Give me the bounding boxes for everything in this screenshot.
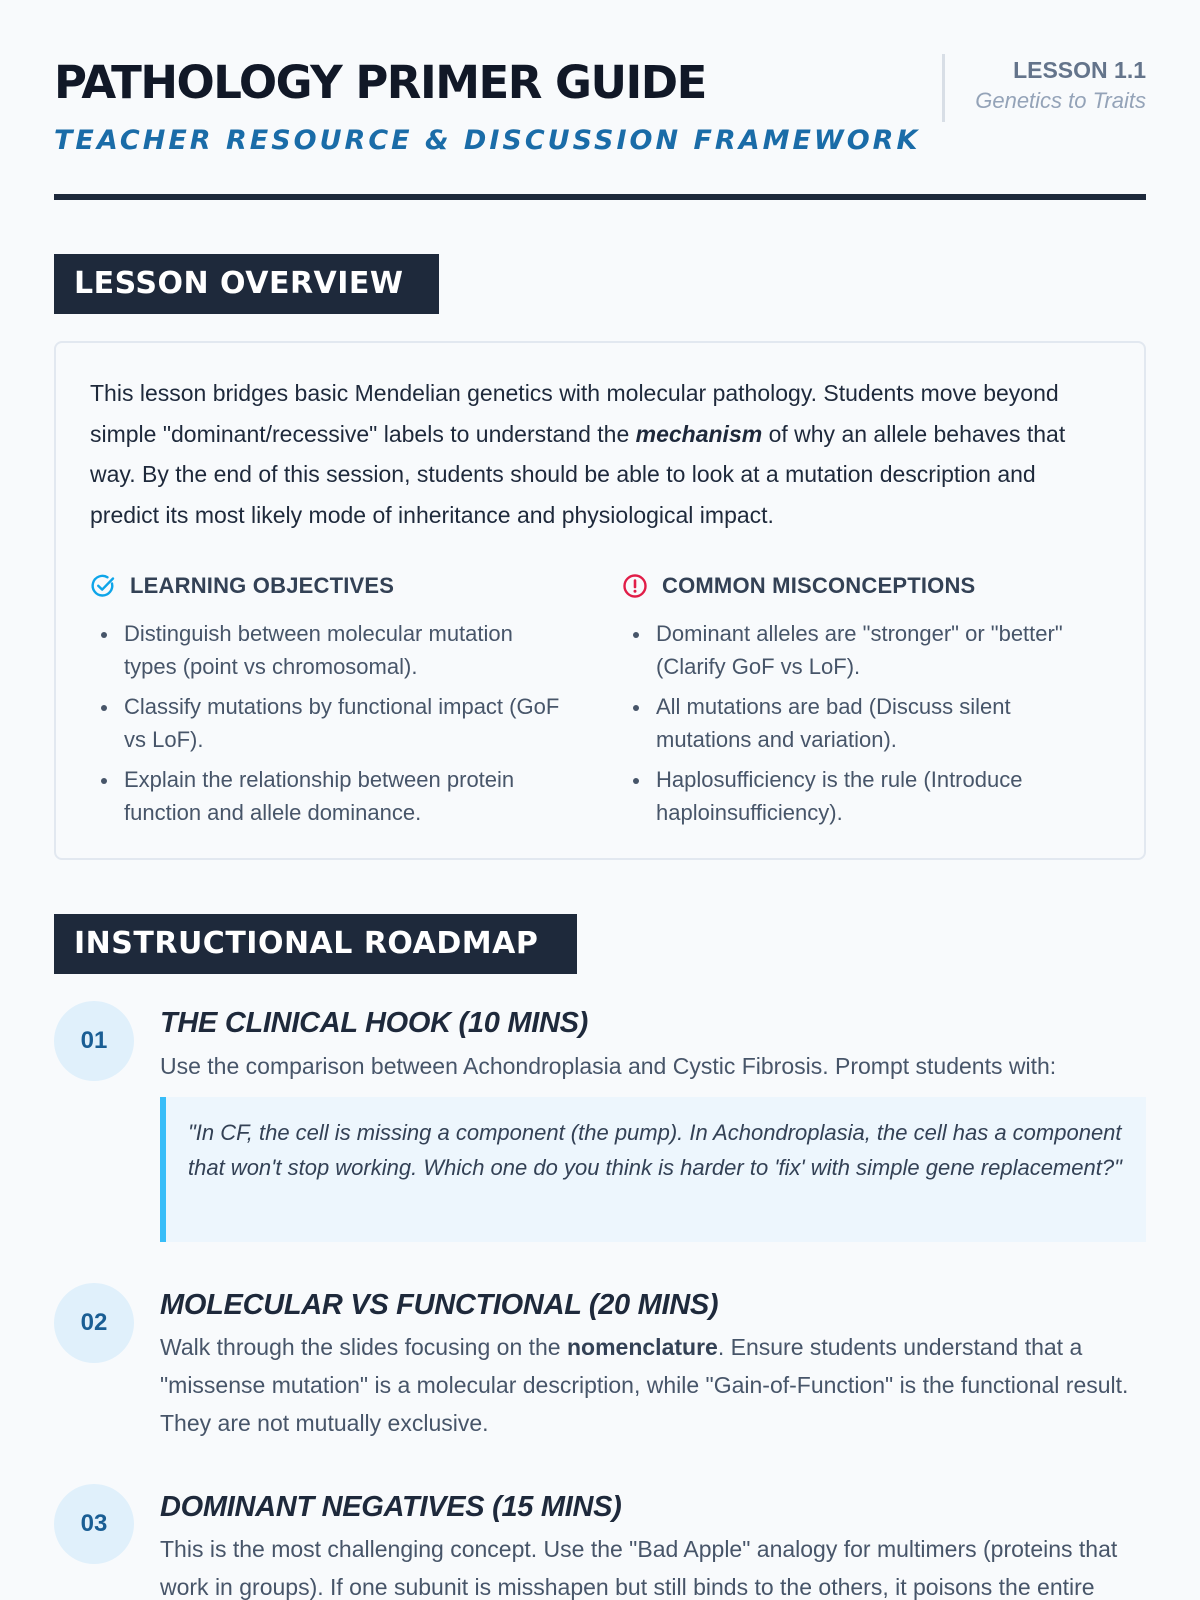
objectives-heading: LEARNING OBJECTIVES bbox=[130, 573, 395, 598]
common-misconceptions bbox=[622, 569, 1102, 836]
step-description: Use the comparison between Achondroplasia and Cystic Fibrosis. Prompt students with: bbox=[160, 1053, 1057, 1079]
step-number-badge: 01 bbox=[54, 1001, 134, 1081]
check-circle-icon bbox=[90, 573, 116, 599]
alert-circle-icon bbox=[622, 573, 648, 599]
overview-text-end: of why an allele behaves that way. By the end of this session, students should be able to look at a mutation description and predict its most likely mode of inheritance and physiological impact. bbox=[90, 420, 1066, 528]
misconceptions-heading: COMMON MISCONCEPTIONS bbox=[662, 573, 976, 598]
overview-emphasis: mechanism bbox=[635, 420, 763, 447]
overview-card bbox=[54, 341, 1146, 860]
section-heading-roadmap: INSTRUCTIONAL ROADMAP bbox=[54, 914, 577, 974]
list-item: Dominant alleles are "stronger" or "better" (Clarify GoF vs LoF). bbox=[622, 617, 1102, 683]
misconceptions-header bbox=[622, 569, 1102, 603]
list-item: Haplosufficiency is the rule (Introduce haploinsufficiency). bbox=[622, 763, 1102, 829]
step-emphasis: nomenclature bbox=[567, 1334, 718, 1360]
document-header bbox=[54, 50, 1146, 158]
list-item: All mutations are bad (Discuss silent mutations and variation). bbox=[622, 690, 1102, 756]
step-text-start: Walk through the slides focusing on the bbox=[160, 1334, 567, 1360]
step-number-badge: 03 bbox=[54, 1484, 134, 1564]
list-item: Classify mutations by functional impact (GoF vs LoF). bbox=[90, 690, 570, 756]
lesson-topic: Genetics to Traits bbox=[975, 88, 1146, 113]
step-text-end: . Ensure students understand that a "missense mutation" is a molecular description, while "Gain-of-Function" is the functional result. They are not mutually exclusive. bbox=[160, 1334, 1129, 1436]
list-item: Explain the relationship between protein function and allele dominance. bbox=[90, 763, 570, 829]
page-title: PATHOLOGY PRIMER GUIDE bbox=[54, 56, 706, 109]
section-heading-overview: LESSON OVERVIEW bbox=[54, 254, 439, 314]
misconceptions-list bbox=[622, 617, 1102, 829]
objectives-list bbox=[90, 617, 570, 829]
lesson-info bbox=[942, 54, 1146, 122]
header-divider bbox=[54, 194, 1146, 200]
objectives-header bbox=[90, 569, 570, 603]
step-title: MOLECULAR VS FUNCTIONAL (20 MINS) bbox=[160, 1289, 719, 1321]
learning-objectives bbox=[90, 569, 570, 836]
step-title: THE CLINICAL HOOK (10 MINS) bbox=[160, 1007, 588, 1039]
step-description: This is the most challenging concept. Use the "Bad Apple" analogy for multimers (proteins that work in groups). If one subunit is misshapen but still binds to the others, it poisons the entire bbox=[160, 1536, 1118, 1600]
step-number-badge: 02 bbox=[54, 1283, 134, 1363]
list-item: Distinguish between molecular mutation types (point vs chromosomal). bbox=[90, 617, 570, 683]
overview-text-start: This lesson bridges basic Mendelian genetics with molecular pathology. Students move beyond simple "dominant/recessive" labels to understand the bbox=[90, 380, 1059, 447]
discussion-prompt-quote: "In CF, the cell is missing a component (the pump). In Achondroplasia, the cell has a component that won't stop working. Which one do you think is harder to 'fix' with simple gene replacement?" bbox=[160, 1097, 1146, 1242]
lesson-number: LESSON 1.1 bbox=[1013, 57, 1146, 83]
overview-paragraph bbox=[90, 373, 1100, 535]
step-description bbox=[160, 1328, 1150, 1442]
page-subtitle: TEACHER RESOURCE & DISCUSSION FRAMEWORK bbox=[54, 125, 921, 156]
step-title: DOMINANT NEGATIVES (15 MINS) bbox=[160, 1491, 622, 1523]
